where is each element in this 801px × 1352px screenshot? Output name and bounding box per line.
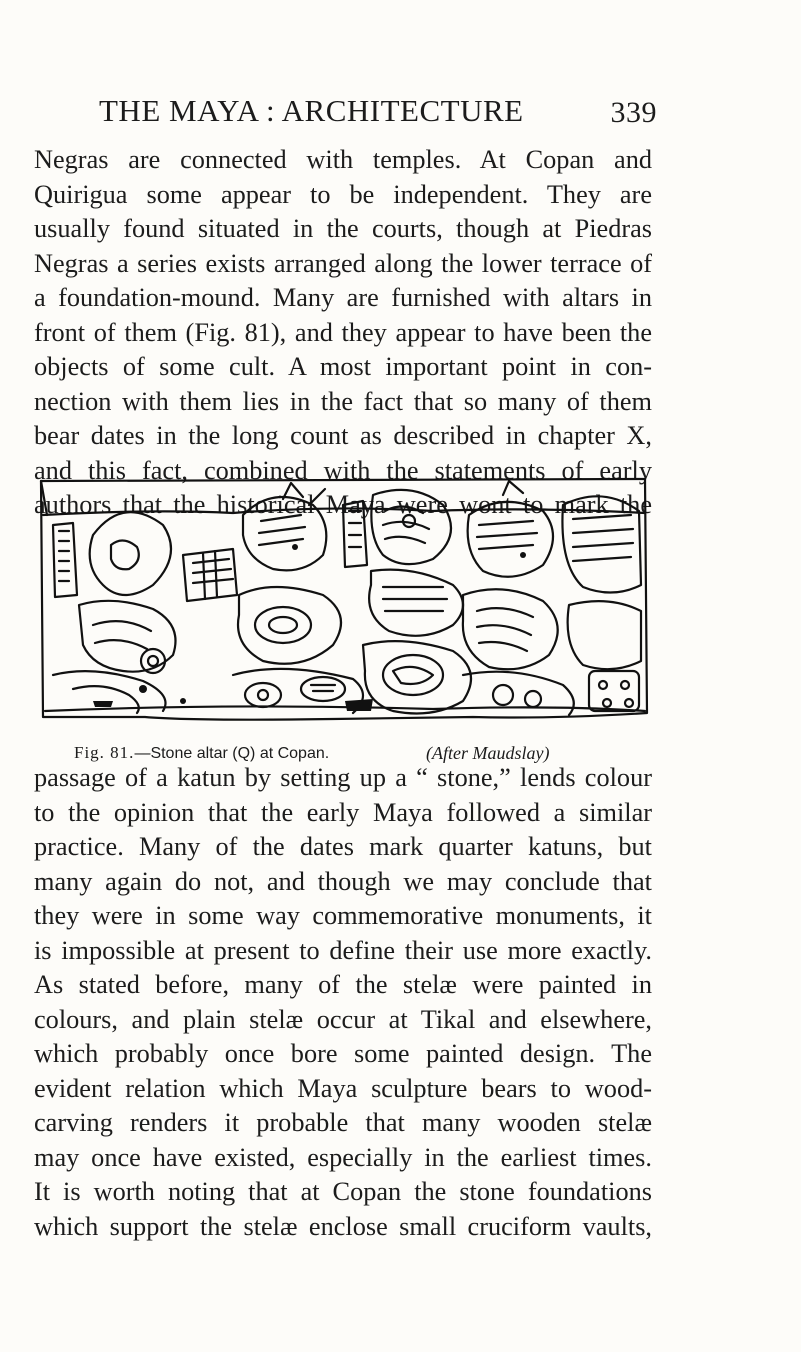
text-line: It is worth noting that at Copan the stone foundations <box>34 1177 652 1206</box>
text-line: As stated before, many of the stelæ were painted in <box>34 970 652 999</box>
text-line: front of them (Fig. 81), and they appear to have been the <box>34 317 652 347</box>
text-line: is impossible at present to define their use more exactly. <box>34 935 652 965</box>
figure-description: —Stone altar (Q) at Copan. <box>134 745 330 762</box>
text-line: carving renders it probable that many wooden stelæ <box>34 1108 652 1137</box>
running-head-title: THE MAYA : ARCHITECTURE <box>99 93 524 128</box>
text-line: colours, and plain stelæ occur at Tikal and elsewhere, <box>34 1004 652 1034</box>
text-line: practice. Many of the dates mark quarter katuns, but <box>34 832 652 861</box>
text-line: Quirigua some appear to be independent. They are <box>34 179 652 209</box>
text-line: objects of some cult. A most important point in con- <box>34 352 652 381</box>
text-line: bear dates in the long count as described in chapter X, <box>34 421 652 450</box>
text-line: Negras a series exists arranged along the lower terrace of <box>34 248 652 278</box>
text-line: which probably once bore some painted design. The <box>34 1039 652 1068</box>
figure-credit: (After Maudslay) <box>426 743 550 763</box>
text-line: evident relation which Maya sculpture bears to wood- <box>34 1073 652 1103</box>
text-line: Negras are connected with temples. At Copan and <box>34 145 652 174</box>
text-line: a foundation-mound. Many are furnished with altars in <box>34 283 652 312</box>
text-line: which support the stelæ enclose small cruciform vaults, <box>34 1211 652 1241</box>
paragraph-2 <box>34 761 652 1244</box>
text-line: many again do not, and though we may conclude that <box>34 866 652 896</box>
figure-label: Fig. 81. <box>74 743 135 762</box>
figure-stone-altar-illustration <box>33 475 653 743</box>
text-line: and this fact, combined with the statements of early <box>34 455 652 485</box>
text-line: they were in some way commemorative monuments, it <box>34 901 652 930</box>
page-number: 339 <box>610 96 657 129</box>
running-head <box>99 93 657 129</box>
figure-caption <box>74 743 614 763</box>
text-line: authors that the historical Maya were wont to mark the <box>34 490 652 519</box>
text-line: nection with them lies in the fact that so many of them <box>34 386 652 416</box>
text-line: usually found situated in the courts, though at Piedras <box>34 214 652 243</box>
text-line: passage of a katun by setting up a “ stone,” lends colour <box>34 763 652 792</box>
text-line: may once have existed, especially in the earliest times. <box>34 1142 652 1172</box>
paragraph-1 <box>34 143 652 523</box>
text-line: to the opinion that the early Maya followed a similar <box>34 797 652 827</box>
